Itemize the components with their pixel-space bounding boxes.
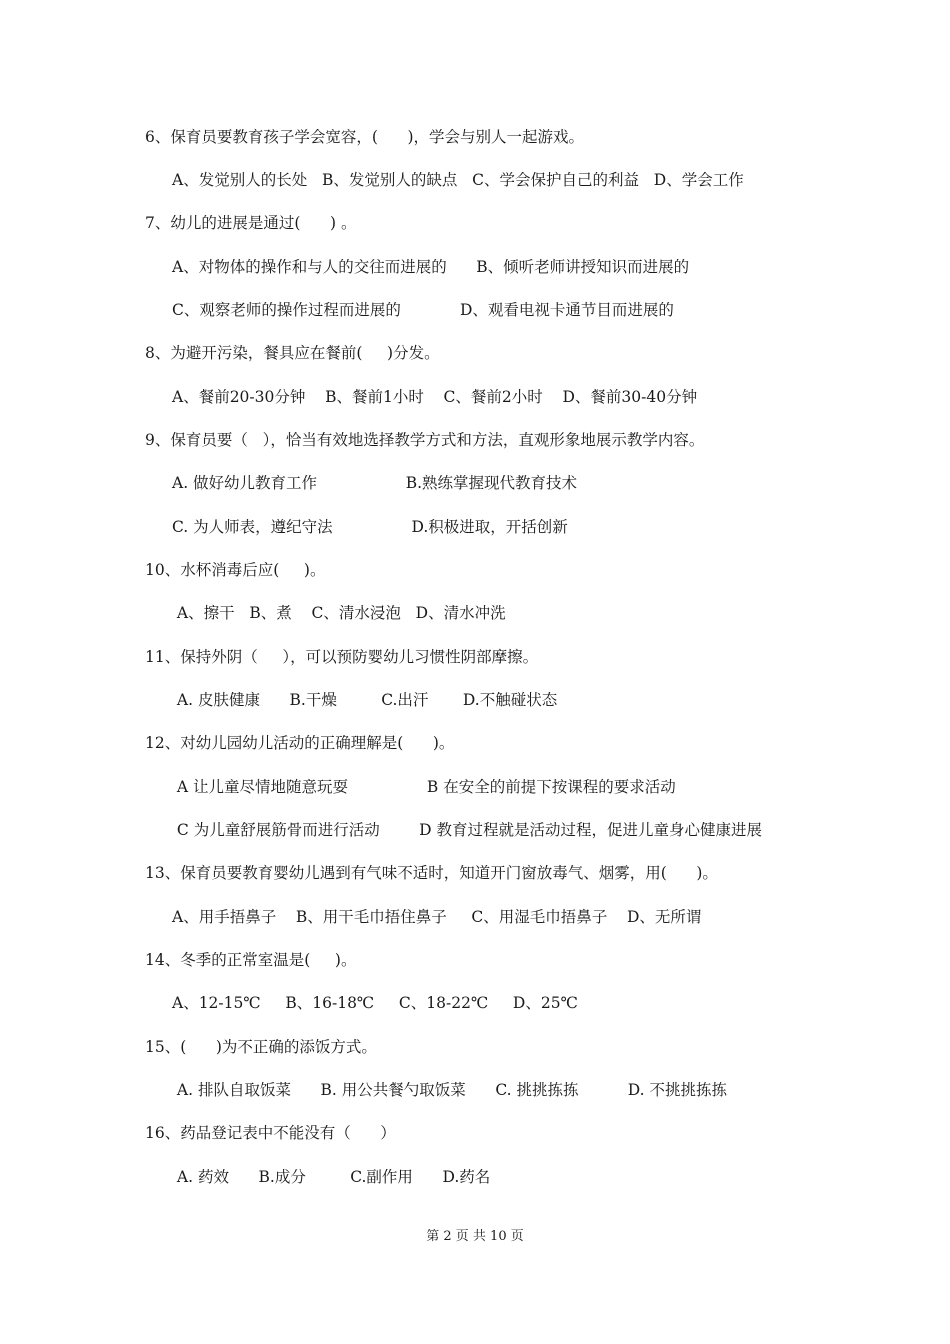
- question-11-text: 11、保持外阴（ ），可以预防婴幼儿习惯性阴部摩擦。: [145, 648, 539, 666]
- question-6-text: 6、保育员要教育孩子学会宽容，( )，学会与别人一起游戏。: [145, 128, 585, 146]
- question-9-options-row-2: C. 为人师表，遵纪守法 D.积极进取，开括创新: [172, 518, 568, 536]
- question-14-options: A、12-15℃ B、16-18℃ C、18-22℃ D、25℃: [172, 994, 578, 1012]
- question-15-text: 15、( )为不正确的添饭方式。: [145, 1038, 377, 1056]
- question-12-options-row-2: C 为儿童舒展筋骨而进行活动 D 教育过程就是活动过程，促进儿童身心健康进展: [172, 821, 762, 839]
- question-10-text: 10、水杯消毒后应( )。: [145, 561, 326, 579]
- question-10-options: A、擦干 B、煮 C、清水浸泡 D、清水冲洗: [172, 604, 506, 622]
- question-8-options: A、餐前20-30分钟 B、餐前1小时 C、餐前2小时 D、餐前30-40分钟: [172, 388, 698, 406]
- question-12-options-row-1: A 让儿童尽情地随意玩耍 B 在安全的前提下按课程的要求活动: [172, 778, 676, 796]
- question-9-text: 9、保育员要（ ），恰当有效地选择教学方式和方法，直观形象地展示教学内容。: [145, 431, 705, 449]
- question-8-text: 8、为避开污染，餐具应在餐前( )分发。: [145, 344, 440, 362]
- question-13-text: 13、保育员要教育婴幼儿遇到有气味不适时，知道开门窗放毒气、烟雾，用( )。: [145, 864, 718, 882]
- question-12-text: 12、对幼儿园幼儿活动的正确理解是( )。: [145, 734, 455, 752]
- question-7-options-row-1: A、对物体的操作和与人的交往而进展的 B、倾听老师讲授知识而进展的: [172, 258, 690, 276]
- question-16-options: A. 药效 B.成分 C.副作用 D.药名: [172, 1168, 491, 1186]
- question-13-options: A、用手捂鼻子 B、用干毛巾捂住鼻子 C、用湿毛巾捂鼻子 D、无所谓: [172, 908, 702, 926]
- question-16-text: 16、药品登记表中不能没有（ ）: [145, 1124, 396, 1142]
- question-7-text: 7、幼儿的进展是通过( ) 。: [145, 214, 357, 232]
- question-7-options-row-2: C、观察老师的操作过程而进展的 D、观看电视卡通节目而进展的: [172, 301, 674, 319]
- question-15-options: A. 排队自取饭菜 B. 用公共餐勺取饭菜 C. 挑挑拣拣 D. 不挑挑拣拣: [172, 1081, 728, 1099]
- question-11-options: A. 皮肤健康 B.干燥 C.出汗 D.不触碰状态: [172, 691, 558, 709]
- question-6-options: A、发觉别人的长处 B、发觉别人的缺点 C、学会保护自己的利益 D、学会工作: [172, 171, 744, 189]
- page-number-footer: 第 2 页 共 10 页: [426, 1229, 524, 1244]
- question-9-options-row-1: A. 做好幼儿教育工作 B.熟练掌握现代教育技术: [172, 474, 578, 492]
- question-14-text: 14、冬季的正常室温是( )。: [145, 951, 357, 969]
